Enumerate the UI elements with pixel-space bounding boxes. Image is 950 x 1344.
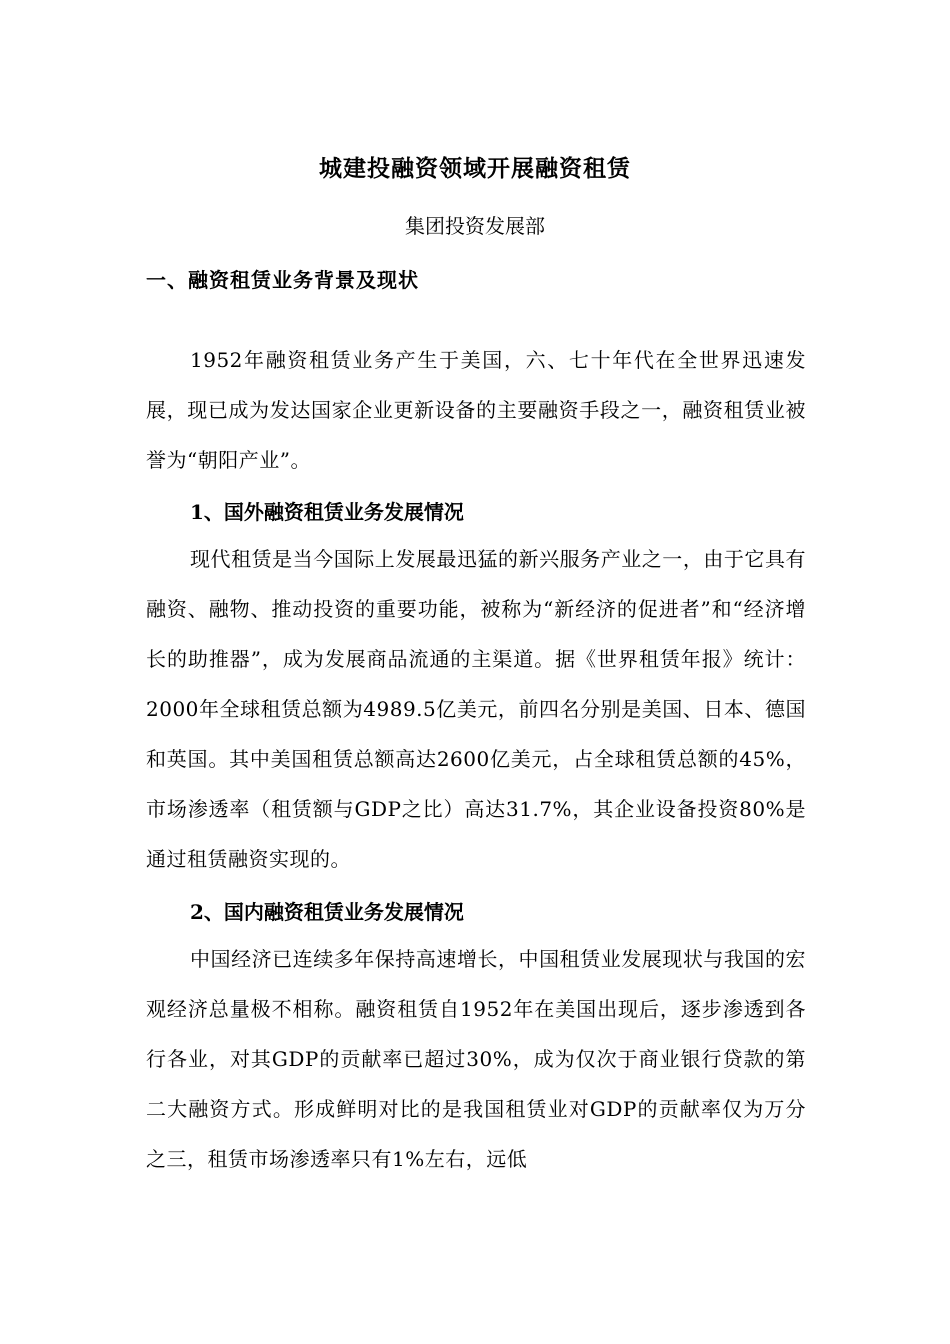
document-author: 集团投资发展部: [405, 214, 545, 238]
subsection-heading-domestic: 2、国内融资租赁业务发展情况: [190, 900, 464, 924]
foreign-leasing-paragraph: 现代租赁是当今国际上发展最迅猛的新兴服务产业之一，由于它具有融资、融物、推动投资的重要功能，被称为“新经济的促进者”和“经济增长的助推器”，成为发展商品流通的主渠道。据《世界租赁年报》统计：2000年全球租赁总额为4989.5亿美元，前四名分别是美国、日本、德国和英国。其中美国租赁总额高达2600亿美元，占全球租赁总额的45%，市场渗透率（租赁额与GDP之比）高达31.7%，其企业设备投资80%是通过租赁融资实现的。: [146, 547, 806, 871]
intro-paragraph: 1952年融资租赁业务产生于美国，六、七十年代在全世界迅速发展，现已成为发达国家企业更新设备的主要融资手段之一，融资租赁业被誉为“朝阳产业”。: [146, 348, 806, 472]
section-heading: 一、融资租赁业务背景及现状: [146, 268, 419, 292]
subsection-heading-foreign: 1、国外融资租赁业务发展情况: [190, 500, 464, 524]
domestic-leasing-paragraph: 中国经济已连续多年保持高速增长，中国租赁业发展现状与我国的宏观经济总量极不相称。融资租赁自1952年在美国出现后，逐步渗透到各行各业，对其GDP的贡献率已超过30%，成为仅次于商业银行贷款的第二大融资方式。形成鲜明对比的是我国租赁业对GDP的贡献率仅为万分之三，租赁市场渗透率只有1%左右，远低: [146, 947, 806, 1171]
document-title: 城建投融资领域开展融资租赁: [319, 155, 631, 182]
